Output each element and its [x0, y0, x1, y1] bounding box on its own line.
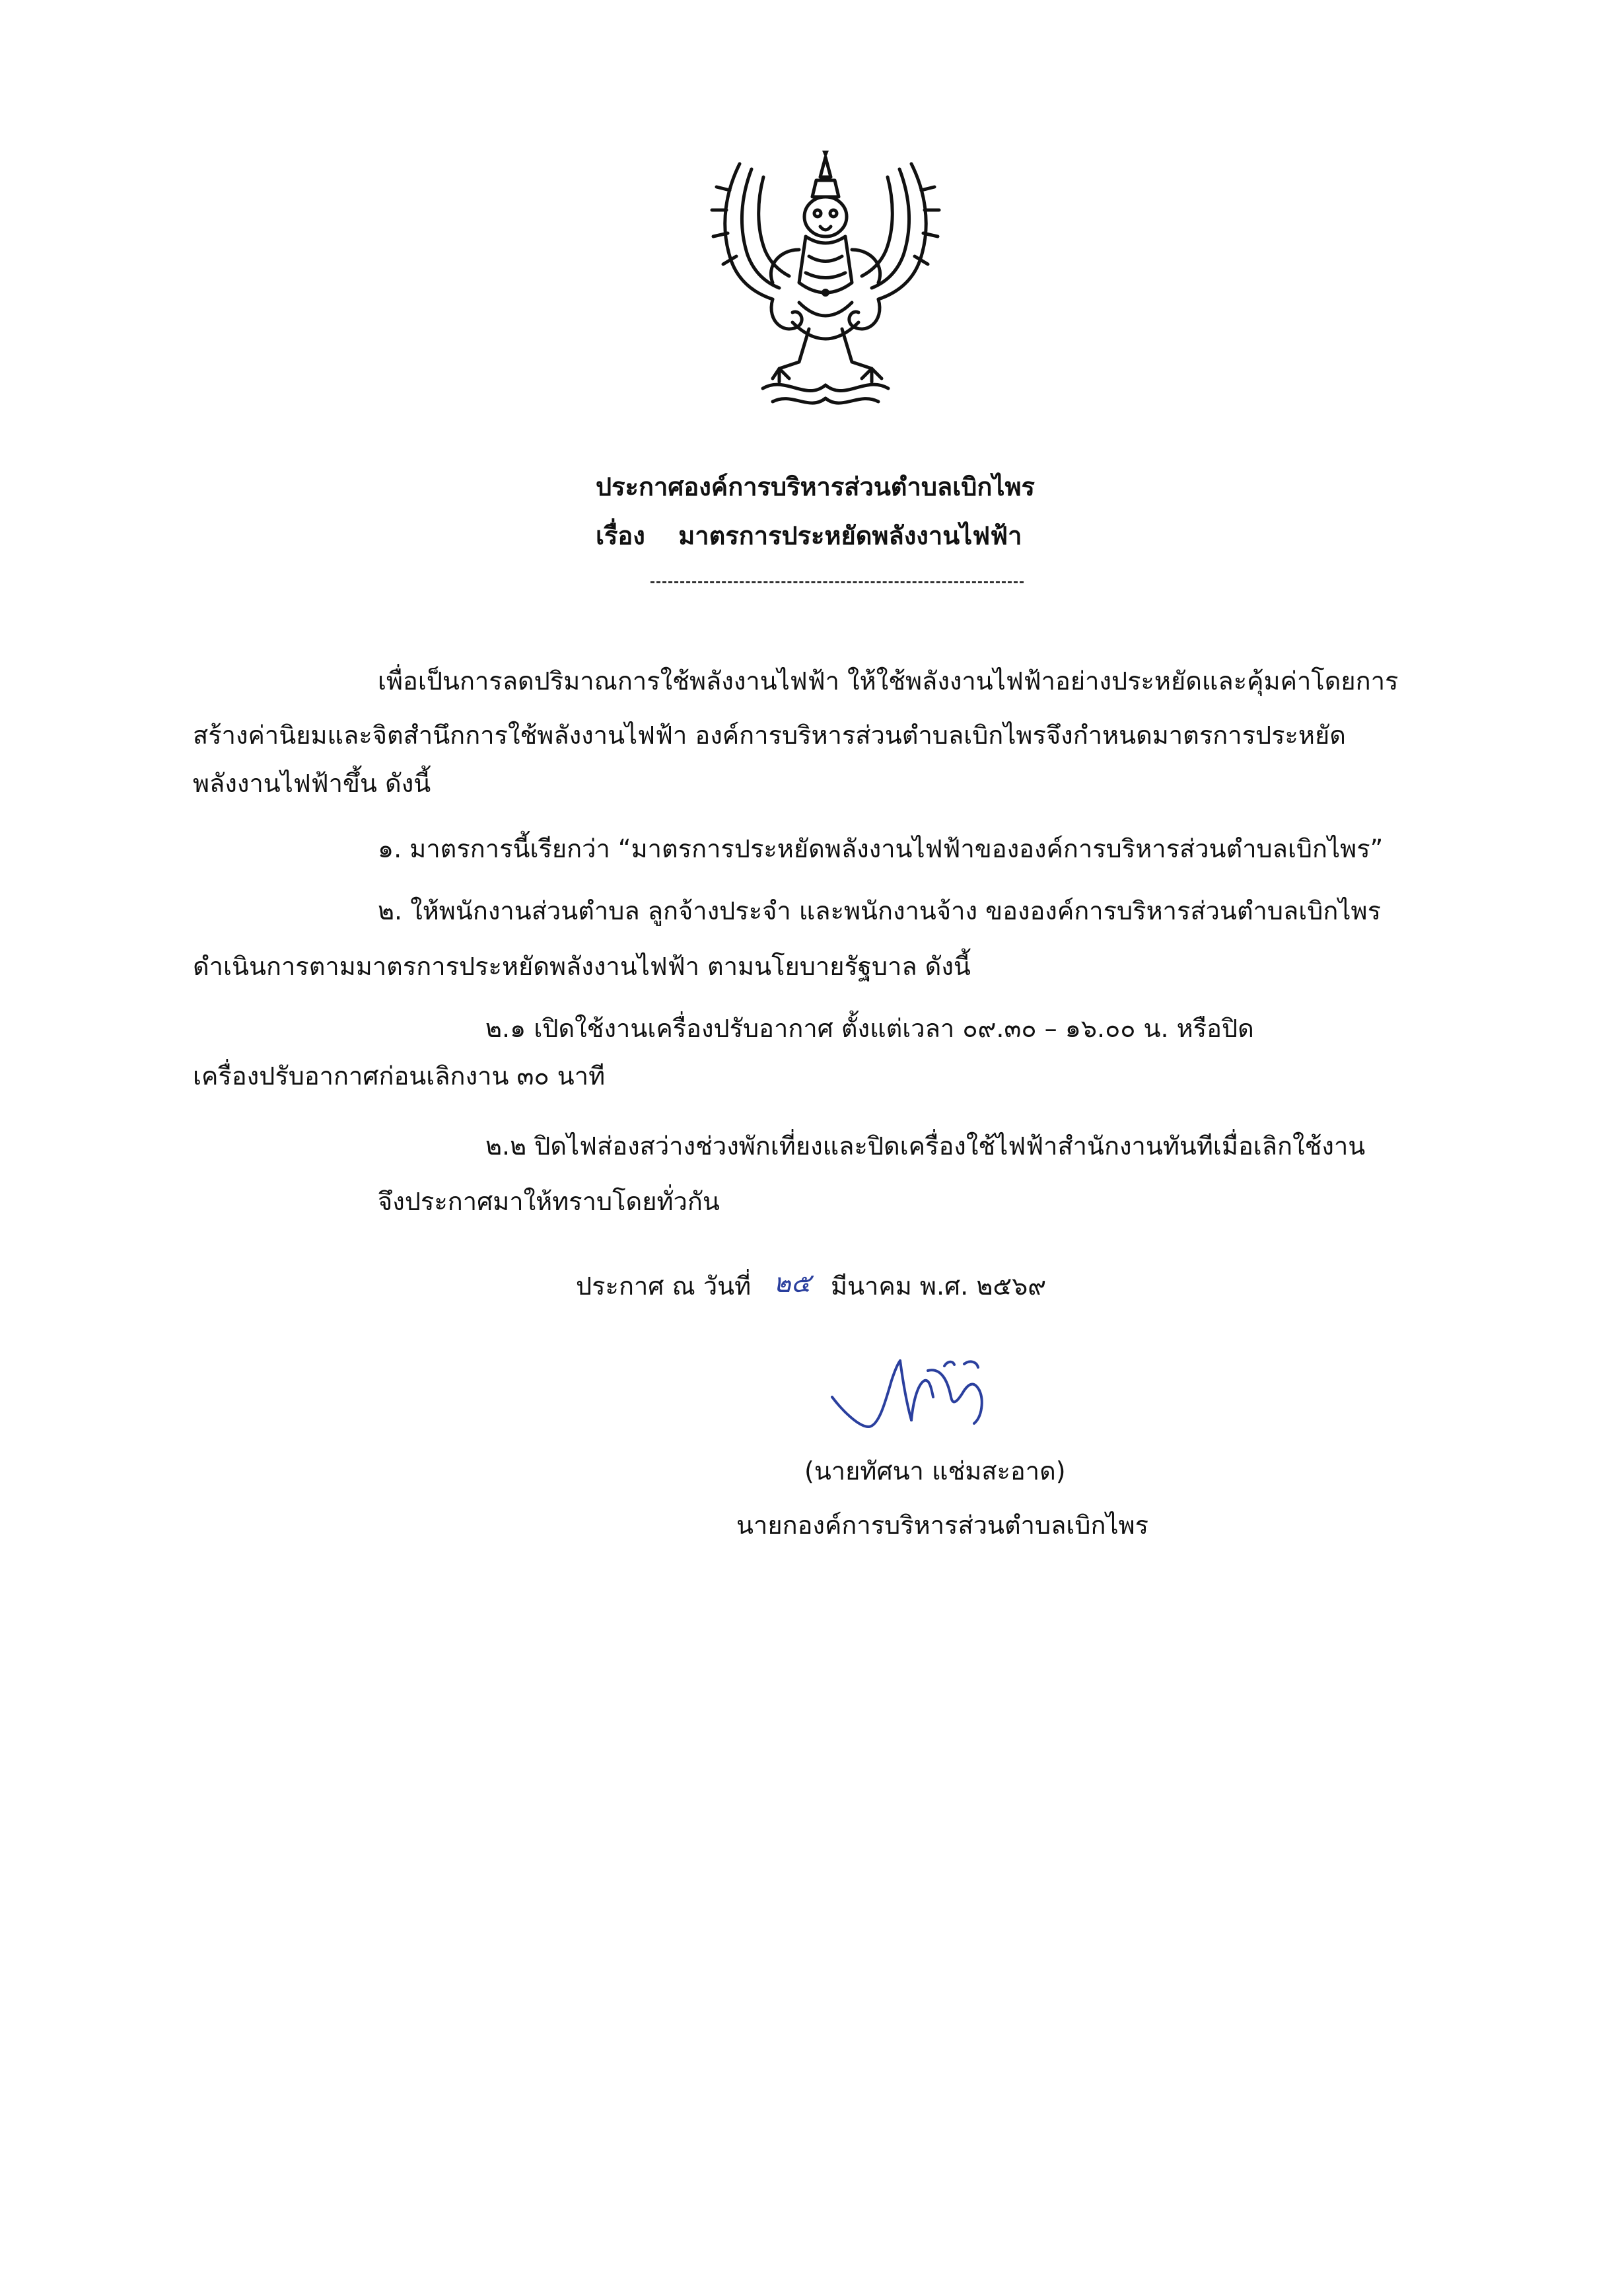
- closing-statement: จึงประกาศมาให้ทราบโดยทั่วกัน: [378, 1187, 720, 1216]
- heading-divider: [650, 581, 1024, 583]
- intro-line-2: สร้างค่านิยมและจิตสำนึกการใช้พลังงานไฟฟ้า องค์การบริหารส่วนตำบลเบิกไพรจึงกำหนดมาตรการประหยัด: [193, 721, 1346, 750]
- item-2-line-1: ๒. ให้พนักงานส่วนตำบล ลูกจ้างประจำ และพนักงานจ้าง ขององค์การบริหารส่วนตำบลเบิกไพร: [378, 896, 1381, 925]
- document-subject: [596, 515, 1022, 556]
- subject-label: เรื่อง: [596, 521, 645, 550]
- handwritten-day: ๒๕: [773, 1268, 811, 1299]
- announcement-date: [576, 1264, 1046, 1307]
- item-2-line-2: ดำเนินการตามมาตรการประหยัดพลังงานไฟฟ้า ตามนโยบายรัฐบาล ดังนี้: [193, 952, 971, 981]
- garuda-emblem-icon: [700, 151, 951, 415]
- signatory-position: นายกองค์การบริหารส่วนตำบลเบิกไพร: [736, 1511, 1149, 1540]
- announcement-suffix: มีนาคม พ.ศ. ๒๕๖๙: [831, 1272, 1047, 1301]
- announcement-prefix: ประกาศ ณ วันที่: [576, 1272, 752, 1301]
- signatory-name: (นายทัศนา แช่มสะอาด): [804, 1456, 1066, 1486]
- item-2-1-line-1: ๒.๑ เปิดใช้งานเครื่องปรับอากาศ ตั้งแต่เวลา ๐๙.๓๐ – ๑๖.๐๐ น. หรือปิด: [485, 1014, 1254, 1043]
- intro-line-1: เพื่อเป็นการลดปริมาณการใช้พลังงานไฟฟ้า ให้ใช้พลังงานไฟฟ้าอย่างประหยัดและคุ้มค่าโดยการ: [378, 666, 1399, 696]
- subject-text: มาตรการประหยัดพลังงานไฟฟ้า: [678, 521, 1022, 550]
- intro-line-3: พลังงานไฟฟ้าขึ้น ดังนี้: [193, 769, 431, 798]
- item-2-1-line-2: เครื่องปรับอากาศก่อนเลิกงาน ๓๐ นาที: [193, 1061, 606, 1091]
- item-1: ๑. มาตรการนี้เรียกว่า “มาตรการประหยัดพลังงานไฟฟ้าขององค์การบริหารส่วนตำบลเบิกไพร”: [378, 834, 1384, 863]
- item-2-2: ๒.๒ ปิดไฟส่องสว่างช่วงพักเที่ยงและปิดเครื่องใช้ไฟฟ้าสำนักงานทันทีเมื่อเลิกใช้งาน: [485, 1131, 1366, 1161]
- document-title: ประกาศองค์การบริหารส่วนตำบลเบิกไพร: [596, 472, 1035, 501]
- signature-icon: [829, 1334, 1027, 1447]
